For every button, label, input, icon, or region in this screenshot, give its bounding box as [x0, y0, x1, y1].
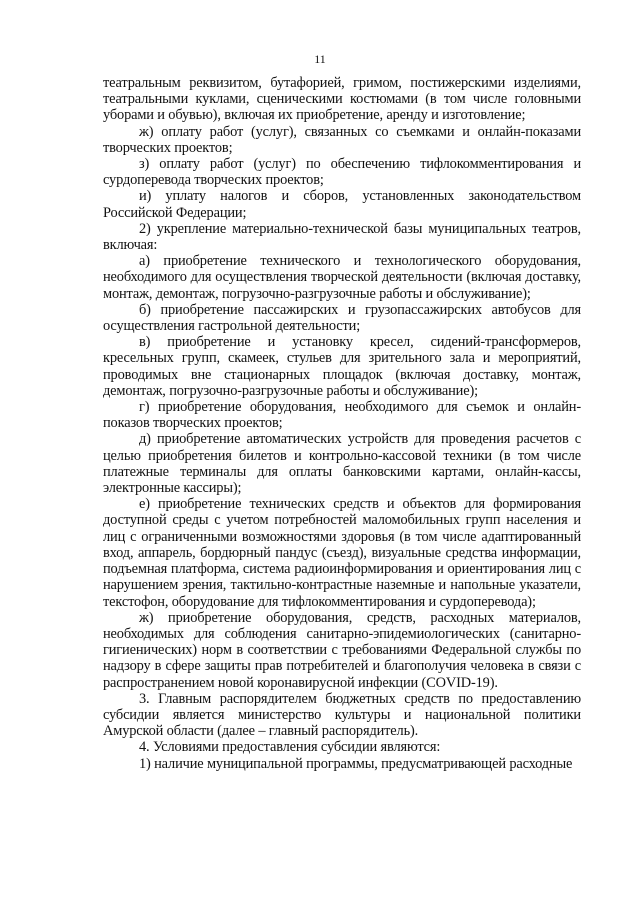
paragraph: з) оплату работ (услуг) по обеспечению тифлокомментирования и сурдоперевода творческих проектов; [103, 156, 581, 189]
paragraph: ж) приобретение оборудования, средств, расходных материалов, необходимых для соблюдения санитарно-эпидемиологических (санитарно-гигиенических) норм в соответствии с требованиями Федеральной службы по надзору в сфере защиты прав потребителей и благополучия человека в связи с распространением новой коронавирусной инфекции (COVID-19). [103, 609, 581, 691]
paragraph: театральным реквизитом, бутафорией, гримом, постижерскими изделиями, театральными куклами, сценическими костюмами (в том числе головными уборами и обувью), включая их приобретение, аренду и изготовление; [103, 75, 581, 124]
paragraph: б) приобретение пассажирских и грузопассажирских автобусов для осуществления гастрольной деятельности; [103, 301, 581, 335]
paragraph: г) приобретение оборудования, необходимого для съемок и онлайн-показов творческих проектов; [103, 399, 581, 432]
paragraph: а) приобретение технического и технологического оборудования, необходимого для осуществления творческой деятельности (включая доставку, монтаж, демонтаж, погрузочно-разгрузочные работы и обслуживание); [103, 253, 581, 302]
paragraph: 3. Главным распорядителем бюджетных средств по предоставлению субсидии является министерство культуры и национальной политики Амурской области (далее – главный распорядитель). [103, 690, 581, 740]
paragraph: ж) оплату работ (услуг), связанных со съемками и онлайн-показами творческих проектов; [103, 123, 581, 156]
page-number: 11 [314, 52, 326, 66]
paragraph: в) приобретение и установку кресел, сидений-трансформеров, кресельных групп, скамеек, стульев для зрительного зала и мероприятий, проводимых вне стационарных площадок (включая доставку, монтаж, демонтаж, погрузочно-разгрузочные работы и обслуживание); [103, 334, 581, 399]
paragraph: 1) наличие муниципальной программы, предусматривающей расходные [139, 755, 573, 772]
paragraph: 4. Условиями предоставления субсидии являются: [139, 739, 441, 756]
document-body [103, 75, 581, 772]
paragraph: е) приобретение технических средств и объектов для формирования доступной среды с учетом потребностей маломобильных групп населения и лиц с ограниченными возможностями здоровья (в том числе адаптированный вход, аппарель, бордюрный пандус (съезд), визуальные средства информации, подъемная платформа, система радиоинформирования и ориентирования лиц с нарушением зрения, тактильно-контрастные наземные и напольные указатели, текстофон, оборудование для тифлокомментирования и сурдоперевода); [103, 496, 581, 610]
paragraph: и) уплату налогов и сборов, установленных законодательством Российской Федерации; [103, 188, 581, 221]
paragraph: 2) укрепление материально-технической базы муниципальных театров, включая: [103, 220, 581, 254]
paragraph: д) приобретение автоматических устройств для проведения расчетов с целью приобретения билетов и контрольно-кассовой техники (в том числе платежные терминалы для оплаты банковскими картами, онлайн-кассы, электронные кассиры); [103, 431, 581, 497]
